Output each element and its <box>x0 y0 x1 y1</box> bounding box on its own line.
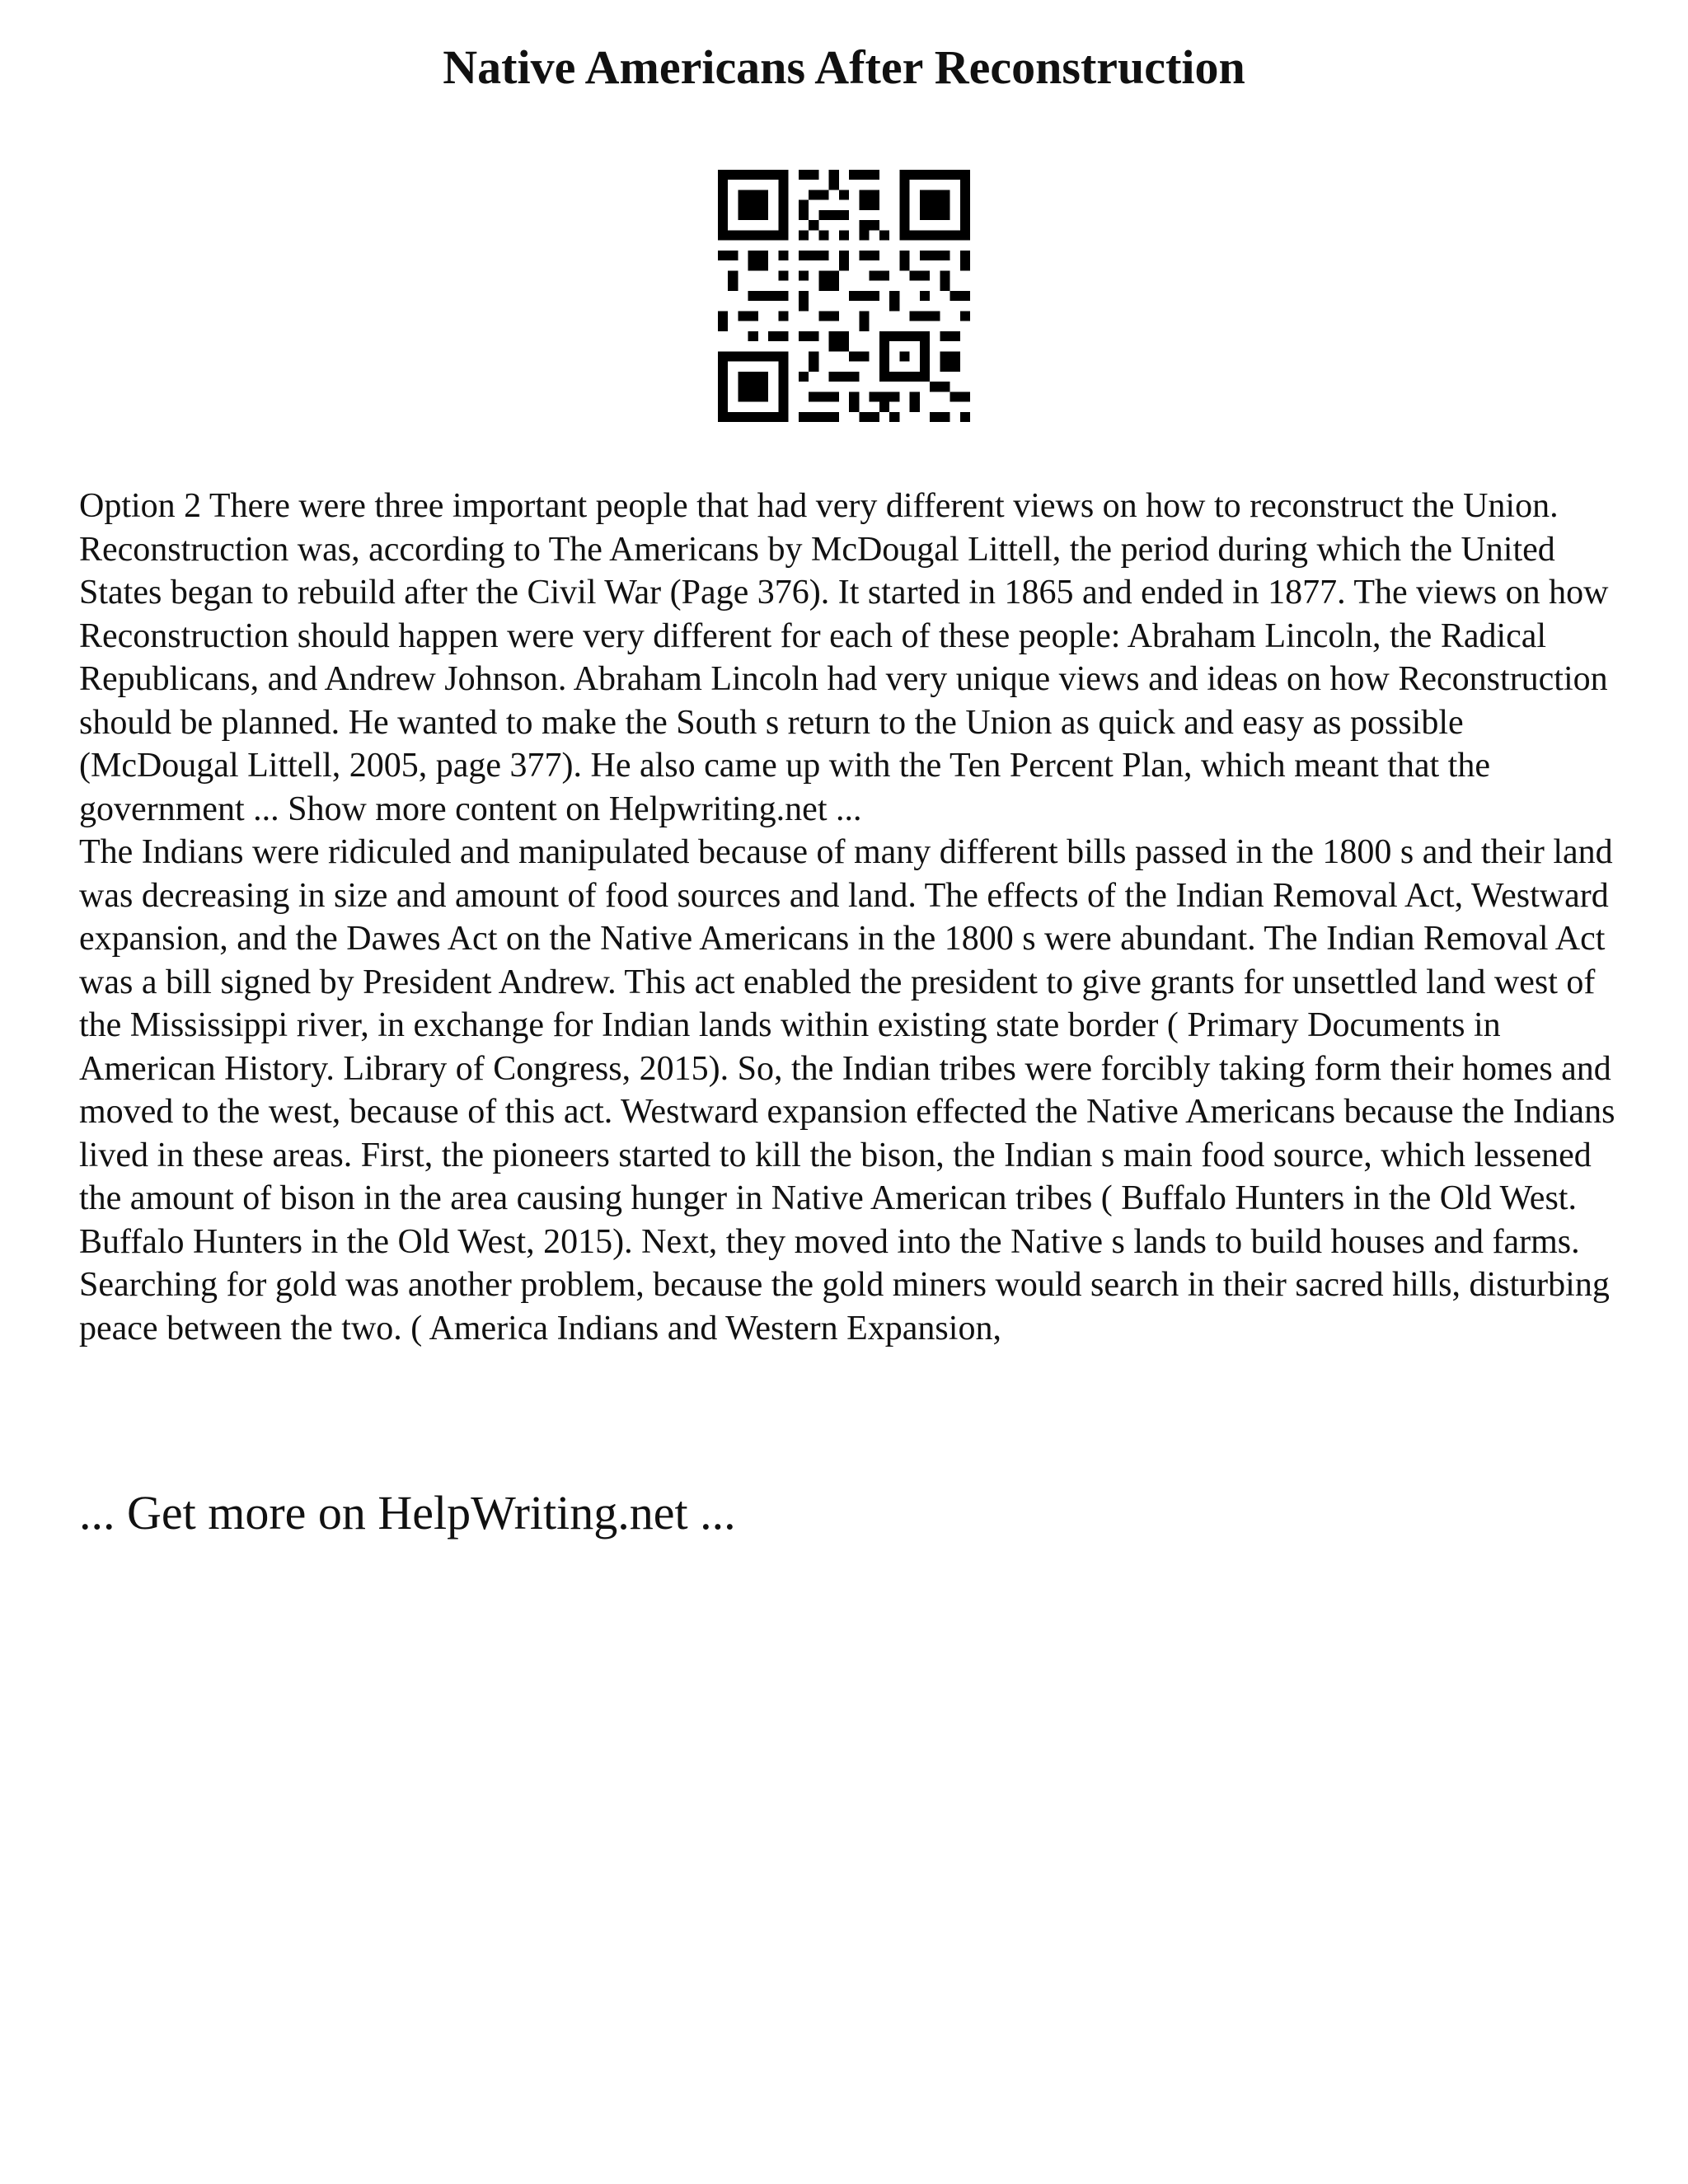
paragraph-indian-policy-effects: The Indians were ridiculed and manipulated because of many different bills passed in the 1800 s and their land was decreasing in size and amount of food sources and land. The effects of the Indian Removal Act, Westward expansion, and the Dawes Act on the Native Americans in the 1800 s were abundant. The Indian Removal Act was a bill signed by President Andrew. This act enabled the president to give grants for unsettled land west of the Mississippi river, in exchange for Indian lands within existing state border ( Primary Documents in American History. Library of Congress, 2015). So, the Indian tribes were forcibly taking form their homes and moved to the west, because of this act. Westward expansion effected the Native Americans because the Indians lived in these areas. First, the pioneers started to kill the bison, the Indian s main food source, which lessened the amount of bison in the area causing hunger in Native American tribes ( Buffalo Hunters in the Old West. Buffalo Hunters in the Old West, 2015). Next, they moved into the Native s lands to build houses and farms. Searching for gold was another problem, because the gold miners would search in their sacred hills, disturbing peace between the two. ( America Indians and Western Expansion, <box>79 833 1615 1347</box>
get-more-link[interactable]: ... Get more on HelpWriting.net ... <box>79 1486 736 1540</box>
document-body <box>79 485 1629 1350</box>
paragraph-reconstruction-views: Option 2 There were three important people that had very different views on how to reconstruct the Union. Reconstruction was, according to The Americans by McDougal Littell, the period during which the United States began to rebuild after the Civil War (Page 376). It started in 1865 and ended in 1877. The views on how Reconstruction should happen were very different for each of these people: Abraham Lincoln, the Radical Republicans, and Andrew Johnson. Abraham Lincoln had very unique views and ideas on how Reconstruction should be planned. He wanted to make the South s return to the Union as quick and easy as possible (McDougal Littell, 2005, page 377). He also came up with the Ten Percent Plan, which meant that the government ... Show more content on Helpwriting.net ... <box>79 487 1609 828</box>
qr-code-icon <box>718 170 970 422</box>
page-title: Native Americans After Reconstruction <box>443 40 1245 94</box>
